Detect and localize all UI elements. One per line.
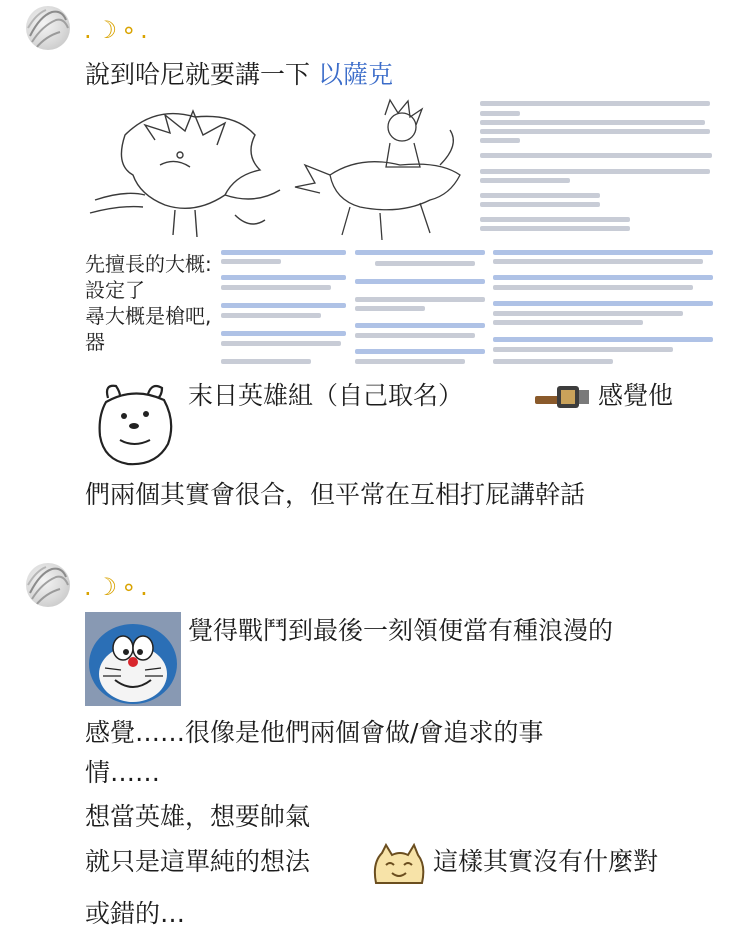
screenshot-collage[interactable]: [85, 95, 720, 370]
chat-screenshot-top: [478, 95, 720, 245]
cat-sticker-icon: [368, 843, 428, 887]
partial-text: 設定了: [85, 278, 145, 302]
comment-text: 覺得戰鬥到最後一刻領便當有種浪漫的: [188, 616, 614, 645]
mention-link[interactable]: 以薩克: [317, 60, 393, 89]
comment-text: 說到哈尼就要講一下: [85, 60, 318, 89]
lion-dragon-sketch-icon: [85, 95, 285, 245]
chat-screenshot-middle: [221, 245, 351, 370]
chat-screenshot-right: [493, 245, 720, 370]
drawing-lion: [85, 95, 285, 245]
comment-text-line: [85, 58, 393, 92]
comment-text: 們兩個其實會很合，但平常在互相打屁講幹話: [85, 480, 586, 509]
comment-text: 感覺他: [598, 381, 674, 410]
bear-sticker-icon: [90, 378, 180, 470]
partial-text: 先擅長的大概:: [85, 252, 212, 276]
comment-text: 情……: [85, 758, 161, 787]
drawing-dragon-rider: [290, 95, 470, 245]
comment-text: 這樣其實沒有什麼對: [433, 847, 659, 876]
partial-text-crop: [85, 247, 220, 370]
comment-text: 感覺……很像是他們兩個會做/會追求的事: [85, 718, 544, 747]
username[interactable]: .☽∘.: [84, 573, 152, 601]
chat-screenshot-center: [355, 245, 490, 370]
comment-text: 想當英雄，想要帥氣: [85, 802, 311, 831]
comment-text: 或錯的…: [85, 899, 186, 928]
username[interactable]: .☽∘.: [84, 16, 152, 44]
partial-text: 器: [85, 330, 105, 354]
comment-text: 就只是這單純的想法: [85, 847, 311, 876]
dragon-rider-sketch-icon: [290, 95, 470, 245]
doraemon-image: [85, 612, 181, 706]
hammer-sticker-icon: [533, 382, 593, 412]
avatar-icon[interactable]: [26, 6, 70, 50]
partial-text: 尋大概是槍吧,: [85, 304, 212, 328]
sticker-caption: 末日英雄組（自己取名）: [188, 381, 464, 410]
avatar-icon[interactable]: [26, 563, 70, 607]
